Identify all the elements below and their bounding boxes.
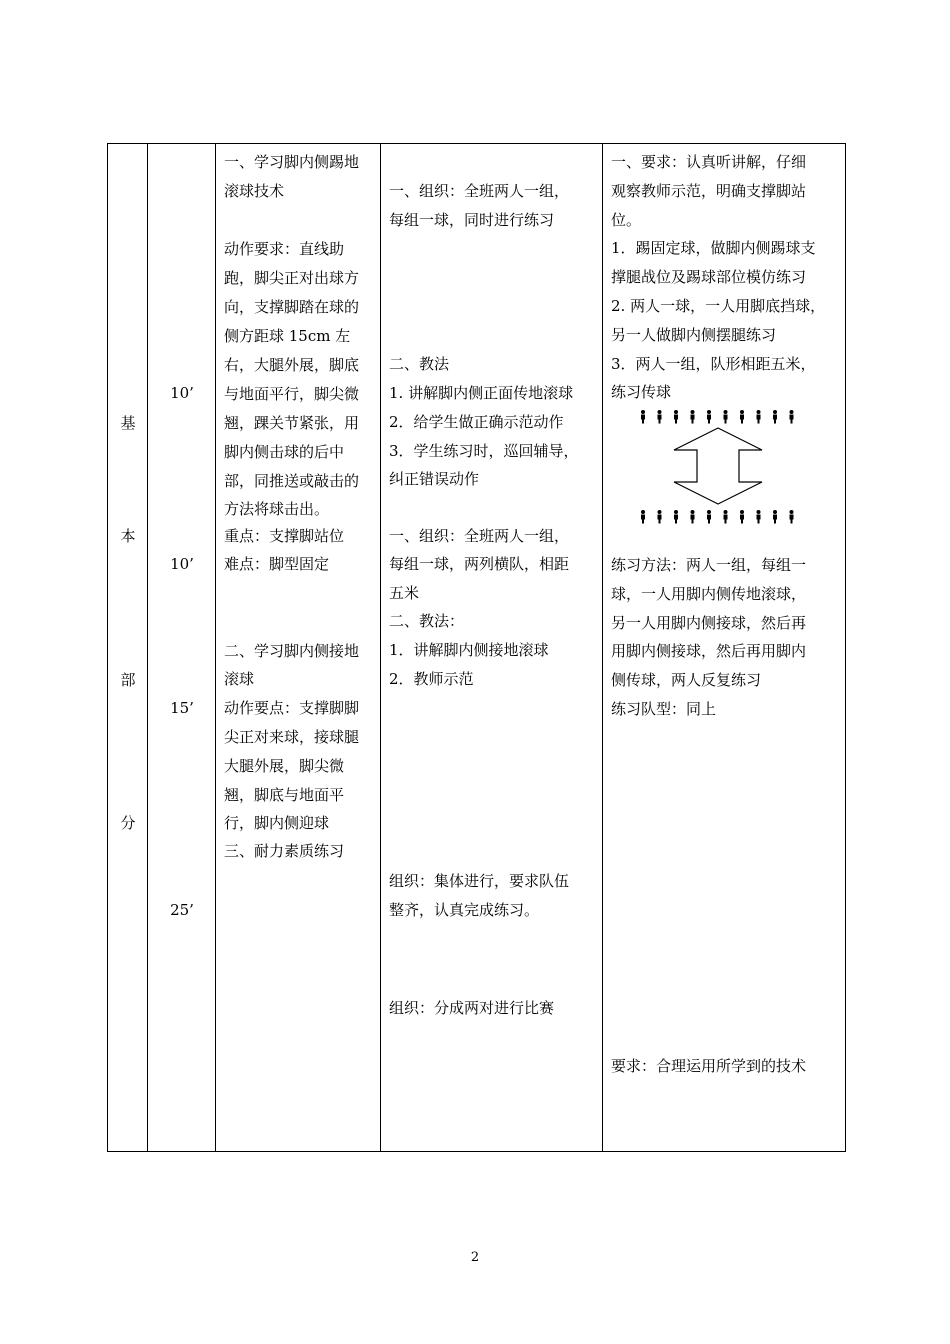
requirements-column <box>603 144 846 1152</box>
method-line: 一、组织：全班两人一组， <box>389 182 570 200</box>
method-line: 1. 讲解脚内侧正面传地滚球 <box>389 384 574 402</box>
person-icon <box>757 410 761 424</box>
requirement-line: 练习方法：两人一组，每组一 <box>611 556 807 574</box>
page-number: 2 <box>470 1250 480 1265</box>
content-line: 部，同推送或敲击的 <box>224 472 360 490</box>
section-char: 部 <box>120 671 136 689</box>
section-char: 本 <box>120 527 136 545</box>
method-column <box>381 144 603 1152</box>
content-line: 动作要求：直线助 <box>224 240 345 258</box>
person-icon <box>707 510 711 524</box>
method-line: 2．给学生做正确示范动作 <box>389 413 564 431</box>
person-icon <box>724 510 728 524</box>
content-line: 重点：支撑脚站位 <box>224 527 345 545</box>
content-line: 跑，脚尖正对出球方 <box>224 269 360 287</box>
method-line: 每组一球，同时进行练习 <box>389 211 555 229</box>
method-line: 整齐，认真完成练习。 <box>389 901 540 919</box>
content-line: 滚球技术 <box>224 182 285 200</box>
person-icon <box>674 510 678 524</box>
method-line: 二、教法： <box>389 612 465 630</box>
time-label: 25’ <box>170 901 194 919</box>
requirement-line: 撑腿战位及踢球部位模仿练习 <box>611 268 807 286</box>
requirement-line: 3．两人一组，队形相距五米， <box>611 355 816 373</box>
requirement-line: 侧传球，两人反复练习 <box>611 671 762 689</box>
requirement-line: 练习传球 <box>611 383 672 401</box>
requirement-line: 另一人用脚内侧接球，然后再 <box>611 614 807 632</box>
person-icon <box>724 410 728 424</box>
person-icon <box>707 410 711 424</box>
content-line: 脚内侧击球的后中 <box>224 443 345 461</box>
section-char: 基 <box>120 414 136 432</box>
requirement-line: 1．踢固定球，做脚内侧踢球支 <box>611 239 816 257</box>
person-icon <box>674 410 678 424</box>
requirement-line: 观察教师示范，明确支撑脚站 <box>611 182 807 200</box>
time-column <box>148 144 216 1152</box>
requirement-line: 球，一人用脚内侧传地滚球， <box>611 585 807 603</box>
person-icon <box>790 410 794 424</box>
bottom-row-people <box>641 510 794 524</box>
content-line: 大腿外展，脚尖微 <box>224 757 345 775</box>
person-icon <box>740 510 744 524</box>
content-line: 翘，脚底与地面平 <box>224 786 345 804</box>
lesson-plan-table <box>107 143 846 1152</box>
requirement-line: 用脚内侧接球，然后再用脚内 <box>611 642 807 660</box>
method-line: 组织：分成两对进行比赛 <box>389 999 555 1017</box>
requirement-line: 位。 <box>611 211 642 229</box>
method-line: 1．讲解脚内侧接地滚球 <box>389 641 549 659</box>
time-label: 10’ <box>170 555 194 573</box>
person-icon <box>740 410 744 424</box>
method-line: 二、教法 <box>389 355 450 373</box>
time-label: 15’ <box>170 699 194 717</box>
method-line: 五米 <box>389 584 420 602</box>
time-label: 10’ <box>170 384 194 402</box>
content-line: 一、学习脚内侧踢地 <box>224 153 360 171</box>
person-icon <box>641 410 645 424</box>
content-line: 向，支撑脚踏在球的 <box>224 298 360 316</box>
person-icon <box>773 510 777 524</box>
content-line: 侧方距球 15cm 左 <box>224 327 351 345</box>
requirement-line: 另一人做脚内侧摆腿练习 <box>611 326 777 344</box>
method-line: 组织：集体进行，要求队伍 <box>389 872 570 890</box>
method-line: 2．教师示范 <box>389 670 474 688</box>
method-line: 3．学生练习时，巡回辅导， <box>389 442 579 460</box>
method-line: 一、组织：全班两人一组， <box>389 527 570 545</box>
content-line: 三、耐力素质练习 <box>224 842 345 860</box>
section-column <box>108 144 148 1152</box>
person-icon <box>691 410 695 424</box>
person-icon <box>658 410 662 424</box>
content-line: 动作要点：支撑脚脚 <box>224 699 360 717</box>
method-line: 纠正错误动作 <box>389 470 480 488</box>
content-line: 难点：脚型固定 <box>224 555 330 573</box>
table-row <box>108 144 846 1152</box>
person-icon <box>691 510 695 524</box>
content-line: 行，脚内侧迎球 <box>224 814 330 832</box>
content-line: 二、学习脚内侧接地 <box>224 642 360 660</box>
content-line: 方法将球击出。 <box>224 500 330 518</box>
content-line: 尖正对来球，接球腿 <box>224 728 360 746</box>
formation-diagram <box>638 406 798 526</box>
content-line: 右，大腿外展，脚底 <box>224 356 360 374</box>
person-icon <box>757 510 761 524</box>
content-line: 滚球 <box>224 670 255 688</box>
content-line: 与地面平行，脚尖微 <box>224 385 360 403</box>
section-char: 分 <box>120 814 136 832</box>
person-icon <box>641 510 645 524</box>
requirement-line: 要求：合理运用所学到的技术 <box>611 1057 807 1075</box>
double-arrow-icon <box>674 428 762 504</box>
content-column <box>216 144 381 1152</box>
method-line: 每组一球，两列横队，相距 <box>389 555 570 573</box>
top-row-people <box>641 410 794 424</box>
requirement-line: 一、要求：认真听讲解，仔细 <box>611 153 807 171</box>
content-line: 翘，踝关节紧张，用 <box>224 414 360 432</box>
requirement-line: 练习队型：同上 <box>611 700 717 718</box>
person-icon <box>773 410 777 424</box>
requirement-line: 2. 两人一球，一人用脚底挡球， <box>611 297 826 315</box>
person-icon <box>790 510 794 524</box>
person-icon <box>658 510 662 524</box>
